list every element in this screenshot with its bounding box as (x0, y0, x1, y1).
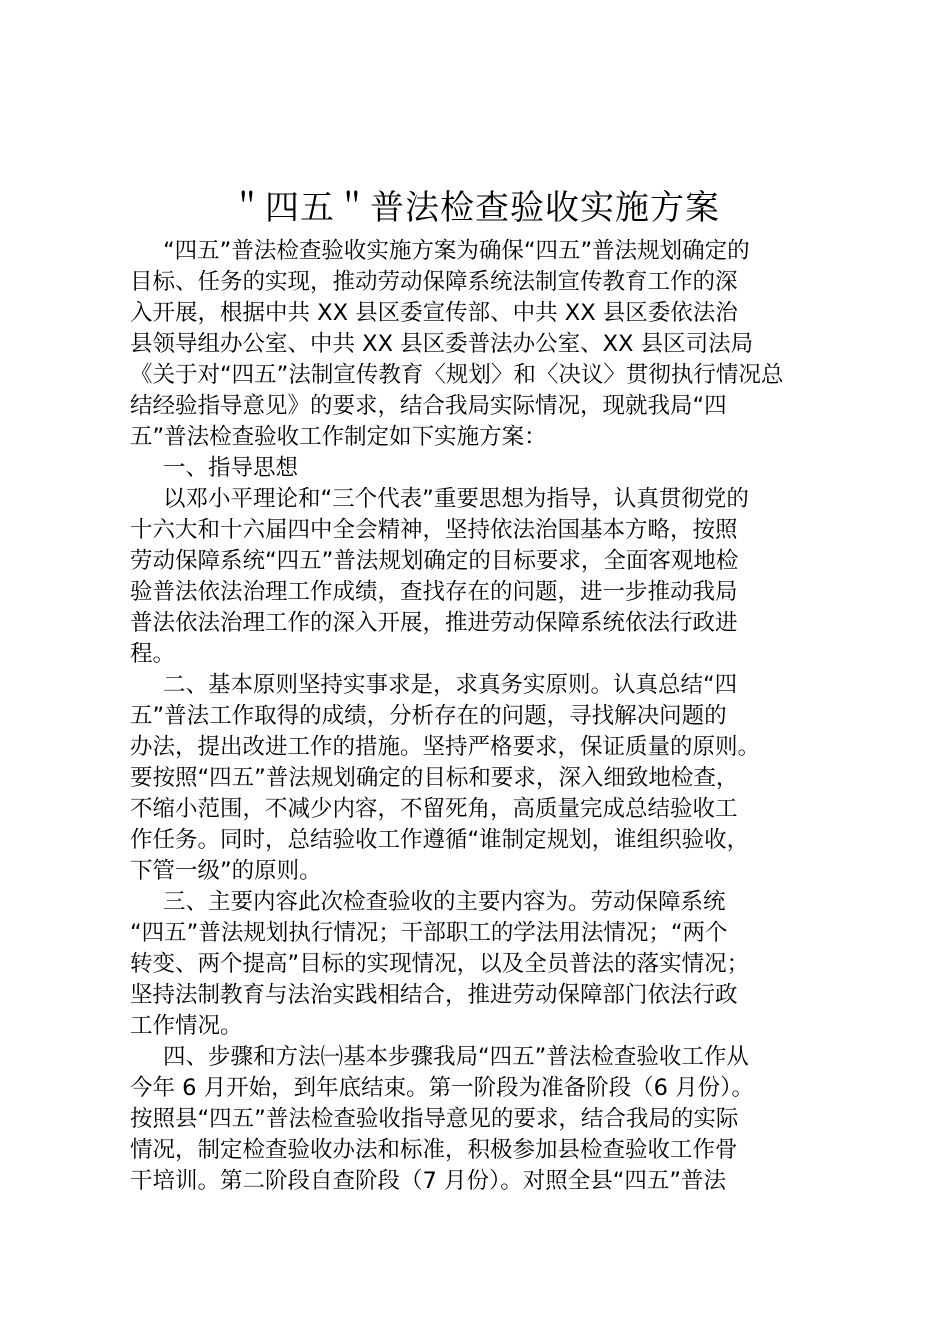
section-heading: 一、指导思想 (163, 455, 299, 481)
paragraph-line: 五”普法工作取得的成绩，分析存在的问题，寻找解决问题的 (130, 703, 727, 729)
document-title: ＂四五＂普法检查验收实施方案 (230, 188, 720, 228)
paragraph-line: “四五”普法规划执行情况；干部职工的学法用法情况；“两个 (130, 920, 728, 946)
paragraph-line: 情况，制定检查验收办法和标准，积极参加县检查验收工作骨 (130, 1137, 738, 1163)
paragraph-line: 十六大和十六届四中全会精神，坚持依法治国基本方略，按照 (130, 517, 738, 543)
paragraph-line: 工作情况。 (130, 1013, 243, 1039)
paragraph-line: 要按照“四五”普法规划确定的目标和要求，深入细致地检查， (130, 765, 739, 791)
paragraph-line: “四五”普法检查验收实施方案为确保“四五”普法规划确定的 (163, 238, 750, 264)
paragraph-line: 下管一级”的原则。 (130, 858, 322, 884)
paragraph-line: 不缩小范围，不减少内容，不留死角，高质量完成总结验收工 (130, 796, 738, 822)
paragraph-line: 县领导组办公室、中共 XX 县区委普法办公室、XX 县区司法局 (130, 331, 754, 357)
paragraph-line: 干培训。第二阶段自查阶段（7 月份）。对照全县“四五”普法 (130, 1168, 727, 1194)
paragraph-line: 二、基本原则坚持实事求是，求真务实原则。认真总结“四 (163, 672, 738, 698)
paragraph-line: 作任务。同时，总结验收工作遵循“谁制定规划，谁组织验收， (130, 827, 750, 853)
paragraph-line: 转变、两个提高”目标的实现情况，以及全员普法的落实情况； (130, 951, 750, 977)
paragraph-line: 程。 (130, 641, 176, 667)
paragraph-line: 五”普法检查验收工作制定如下实施方案： (130, 424, 547, 450)
paragraph-line: 按照县“四五”普法检查验收指导意见的要求，结合我局的实际 (130, 1106, 739, 1132)
paragraph-line: 验普法依法治理工作成绩，查找存在的问题，进一步推动我局 (130, 579, 738, 605)
paragraph-line: 普法依法治理工作的深入开展，推进劳动保障系统依法行政进 (130, 610, 738, 636)
paragraph-line: 四、步骤和方法㈠基本步骤我局“四五”普法检查验收工作从 (163, 1044, 749, 1070)
paragraph-line: 今年 6 月开始，到年底结束。第一阶段为准备阶段（6 月份）。 (130, 1075, 754, 1101)
paragraph-line: 三、主要内容此次检查验收的主要内容为。劳动保障系统 (163, 889, 726, 915)
paragraph-line: 《关于对“四五”法制宣传教育〈规划〉和〈决议〉贯彻执行情况总 (130, 362, 784, 388)
paragraph-line: 以邓小平理论和“三个代表”重要思想为指导，认真贯彻党的 (163, 486, 749, 512)
paragraph-line: 入开展，根据中共 XX 县区委宣传部、中共 XX 县区委依法治 (130, 300, 738, 326)
paragraph-line: 办法，提出改进工作的措施。坚持严格要求，保证质量的原则。 (130, 734, 761, 760)
document-body (130, 236, 830, 1197)
paragraph-line: 坚持法制教育与法治实践相结合，推进劳动保障部门依法行政 (130, 982, 738, 1008)
paragraph-line: 目标、任务的实现，推动劳动保障系统法制宣传教育工作的深 (130, 269, 738, 295)
paragraph-line: 结经验指导意见》的要求，结合我局实际情况，现就我局“四 (130, 393, 727, 419)
paragraph-line: 劳动保障系统“四五”普法规划确定的目标要求，全面客观地检 (130, 548, 739, 574)
